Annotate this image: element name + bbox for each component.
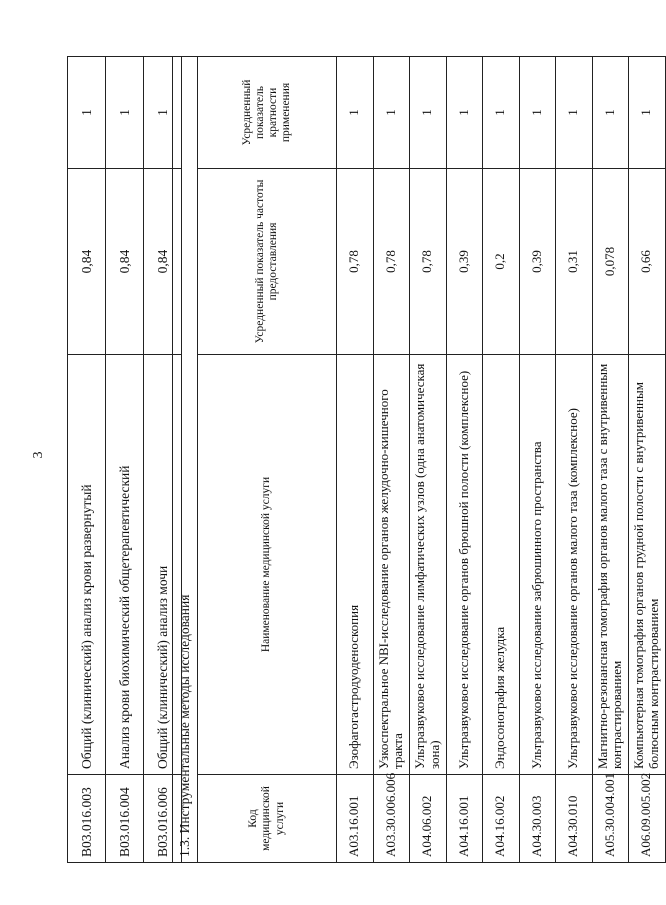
table-row bbox=[519, 56, 556, 862]
header-code: Код медицинской услуги bbox=[198, 775, 337, 863]
service-code: A04.30.003 bbox=[519, 775, 556, 863]
table-row bbox=[106, 57, 144, 863]
service-name: Эндосонография желудка bbox=[483, 355, 520, 775]
frequency-value: 0,39 bbox=[446, 169, 483, 355]
header-frequency: Усредненный показатель частоты предоставления bbox=[198, 169, 337, 355]
multiplicity-value: 1 bbox=[556, 56, 593, 168]
service-name: Общий (клинический) анализ мочи bbox=[144, 355, 182, 775]
section-title: 1.3. Инструментальные методы исследования bbox=[173, 56, 198, 862]
page-number: 3 bbox=[31, 451, 46, 459]
multiplicity-value: 1 bbox=[373, 56, 410, 168]
service-code: A04.06.002 bbox=[410, 775, 447, 863]
multiplicity-value: 1 bbox=[144, 57, 182, 169]
section-title-row bbox=[173, 56, 198, 862]
table-row bbox=[337, 56, 374, 862]
table-row bbox=[68, 57, 106, 863]
service-code: A06.09.005.002 bbox=[629, 775, 666, 863]
service-code: A04.16.002 bbox=[483, 775, 520, 863]
header-multiplicity: Усредненный показатель кратности применения bbox=[198, 56, 337, 168]
multiplicity-value: 1 bbox=[337, 56, 374, 168]
multiplicity-value: 1 bbox=[446, 56, 483, 168]
multiplicity-value: 1 bbox=[410, 56, 447, 168]
table-row bbox=[446, 56, 483, 862]
instrumental-methods-table bbox=[172, 56, 666, 863]
multiplicity-value: 1 bbox=[519, 56, 556, 168]
lab-tests-table bbox=[67, 56, 182, 863]
multiplicity-value: 1 bbox=[106, 57, 144, 169]
table-row bbox=[556, 56, 593, 862]
service-name: Магнитно-резонансная томография органов малого таза с внутривенным контрастированием bbox=[592, 355, 629, 775]
service-name: Узкоспектральное NBI-исследование органов желудочно-кишечного тракта bbox=[373, 355, 410, 775]
service-code: A05.30.004.001 bbox=[592, 775, 629, 863]
table-row bbox=[373, 56, 410, 862]
table-row bbox=[592, 56, 629, 862]
service-code: A04.30.010 bbox=[556, 775, 593, 863]
header-name: Наименование медицинской услуги bbox=[198, 355, 337, 775]
frequency-value: 0,84 bbox=[106, 169, 144, 355]
frequency-value: 0,78 bbox=[373, 169, 410, 355]
service-name: Ультразвуковое исследование забрюшинного пространства bbox=[519, 355, 556, 775]
frequency-value: 0,2 bbox=[483, 169, 520, 355]
frequency-value: 0,39 bbox=[519, 169, 556, 355]
table-row bbox=[629, 56, 666, 862]
service-code: A04.16.001 bbox=[446, 775, 483, 863]
table-row bbox=[410, 56, 447, 862]
multiplicity-value: 1 bbox=[68, 57, 106, 169]
service-name: Ультразвуковое исследование лимфатических узлов (одна анатомическая зона) bbox=[410, 355, 447, 775]
frequency-value: 0,78 bbox=[410, 169, 447, 355]
multiplicity-value: 1 bbox=[483, 56, 520, 168]
frequency-value: 0,31 bbox=[556, 169, 593, 355]
table-header-row bbox=[198, 56, 337, 862]
service-name: Компьютерная томография органов грудной полости с внутривенным болюсным контрастированием bbox=[629, 355, 666, 775]
service-name: Общий (клинический) анализ крови развернутый bbox=[68, 355, 106, 775]
frequency-value: 0,78 bbox=[337, 169, 374, 355]
service-code: A03.30.006.006 bbox=[373, 775, 410, 863]
table-row bbox=[483, 56, 520, 862]
service-code: B03.016.006 bbox=[144, 775, 182, 863]
service-name: Эзофагогастродуоденоскопия bbox=[337, 355, 374, 775]
service-code: B03.016.003 bbox=[68, 775, 106, 863]
multiplicity-value: 1 bbox=[629, 56, 666, 168]
frequency-value: 0,84 bbox=[144, 169, 182, 355]
service-name: Ультразвуковое исследование органов брюшной полости (комплексное) bbox=[446, 355, 483, 775]
frequency-value: 0,078 bbox=[592, 169, 629, 355]
multiplicity-value: 1 bbox=[592, 56, 629, 168]
frequency-value: 0,84 bbox=[68, 169, 106, 355]
frequency-value: 0,66 bbox=[629, 169, 666, 355]
service-code: A03.16.001 bbox=[337, 775, 374, 863]
service-name: Ультразвуковое исследование органов малого таза (комплексное) bbox=[556, 355, 593, 775]
service-code: B03.016.004 bbox=[106, 775, 144, 863]
service-name: Анализ крови биохимический общетерапевтический bbox=[106, 355, 144, 775]
